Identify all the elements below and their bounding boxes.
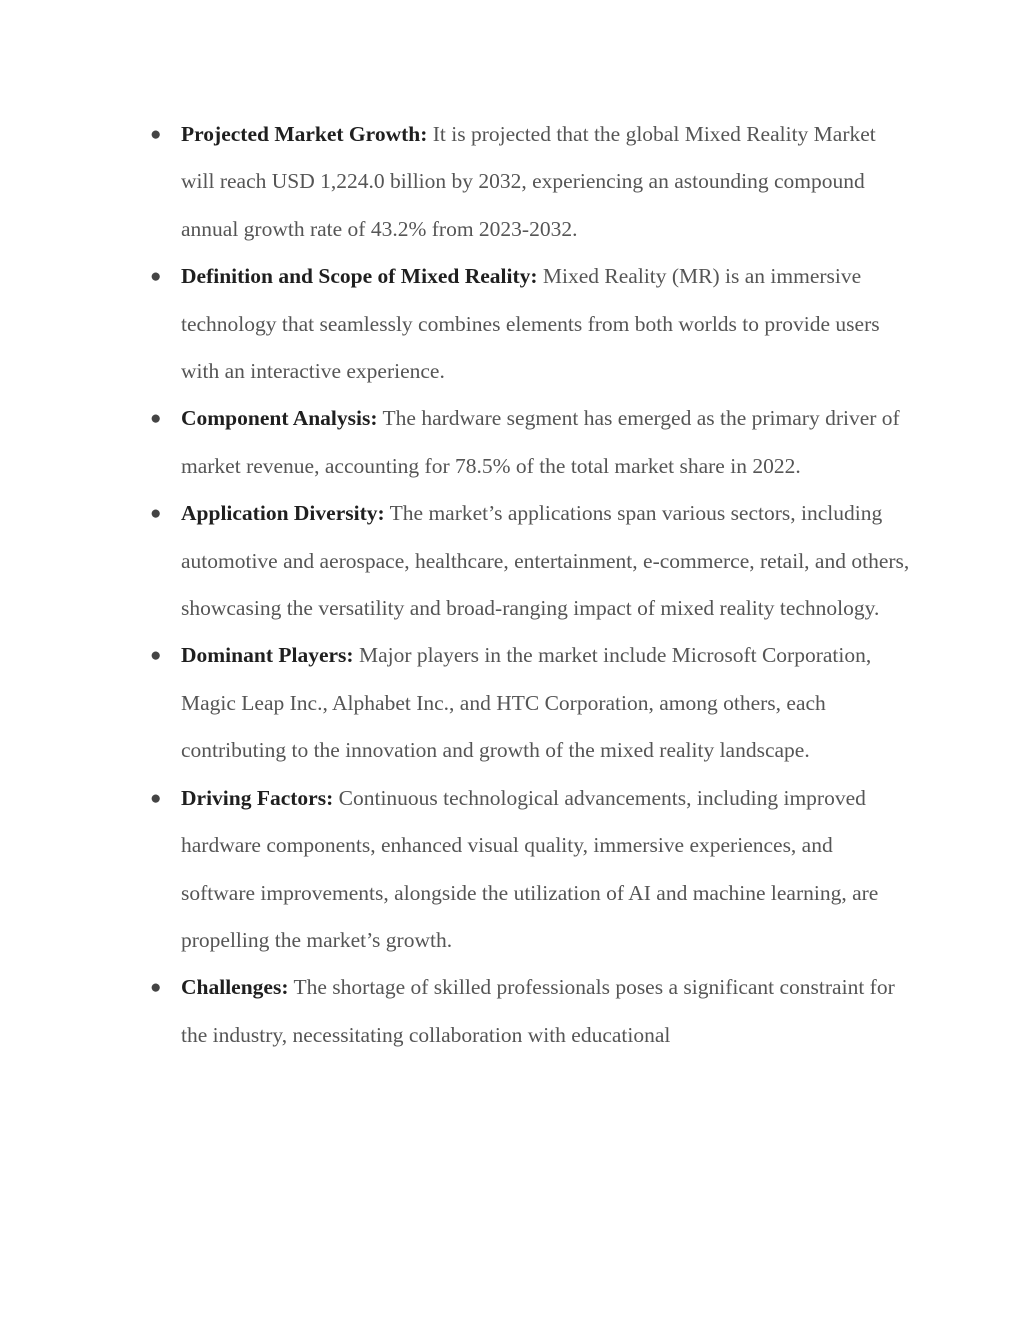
item-term: Dominant Players: (181, 643, 354, 668)
item-term: Component Analysis: (181, 406, 378, 431)
item-text: Major players in the market include Microsoft Corporation, Magic Leap Inc., Alphabet Inc., and HTC Corporation, among others, each contributing to the innovation and growth of the mixed reality landscape. (181, 643, 872, 763)
list-item (150, 490, 910, 632)
bullet-icon: ● (150, 503, 162, 525)
bullet-icon: ● (150, 266, 162, 288)
bullet-icon: ● (150, 408, 162, 430)
bullet-icon: ● (150, 645, 162, 667)
item-text: Continuous technological advancements, including improved hardware components, enhanced visual quality, immersive experiences, and software improvements, alongside the utilization of AI and machine learning, are propelling the market’s growth. (181, 785, 879, 952)
item-term: Projected Market Growth: (181, 122, 428, 146)
item-term: Application Diversity: (181, 501, 385, 526)
list-item (150, 775, 910, 965)
item-text: It is projected that the global Mixed Reality Market will reach USD 1,224.0 billion by 2032, experiencing an astounding compound annual growth rate of 43.2% from 2023-2032. (181, 122, 876, 241)
list-item (150, 632, 910, 774)
item-text: The hardware segment has emerged as the primary driver of market revenue, accounting for 78.5% of the total market share in 2022. (181, 406, 900, 478)
list-item (150, 111, 910, 253)
bullet-list (150, 111, 910, 1059)
bullet-icon: ● (150, 977, 162, 999)
list-item (150, 395, 910, 490)
item-text: The shortage of skilled professionals poses a significant constraint for the industry, necessitating collaboration with educational (181, 975, 895, 1047)
bullet-icon: ● (150, 787, 162, 809)
list-item (150, 964, 910, 1059)
bullet-icon: ● (150, 124, 162, 145)
item-term: Definition and Scope of Mixed Reality: (181, 264, 538, 289)
item-term: Driving Factors: (181, 785, 334, 810)
item-term: Challenges: (181, 975, 289, 1000)
list-item (150, 253, 910, 395)
item-text: Mixed Reality (MR) is an immersive technology that seamlessly combines elements from both worlds to provide users with an interactive experience. (181, 264, 880, 384)
item-text: The market’s applications span various sectors, including automotive and aerospace, healthcare, entertainment, e-commerce, retail, and others, showcasing the versatility and broad-ranging impact of mixed reality technology. (181, 501, 910, 621)
